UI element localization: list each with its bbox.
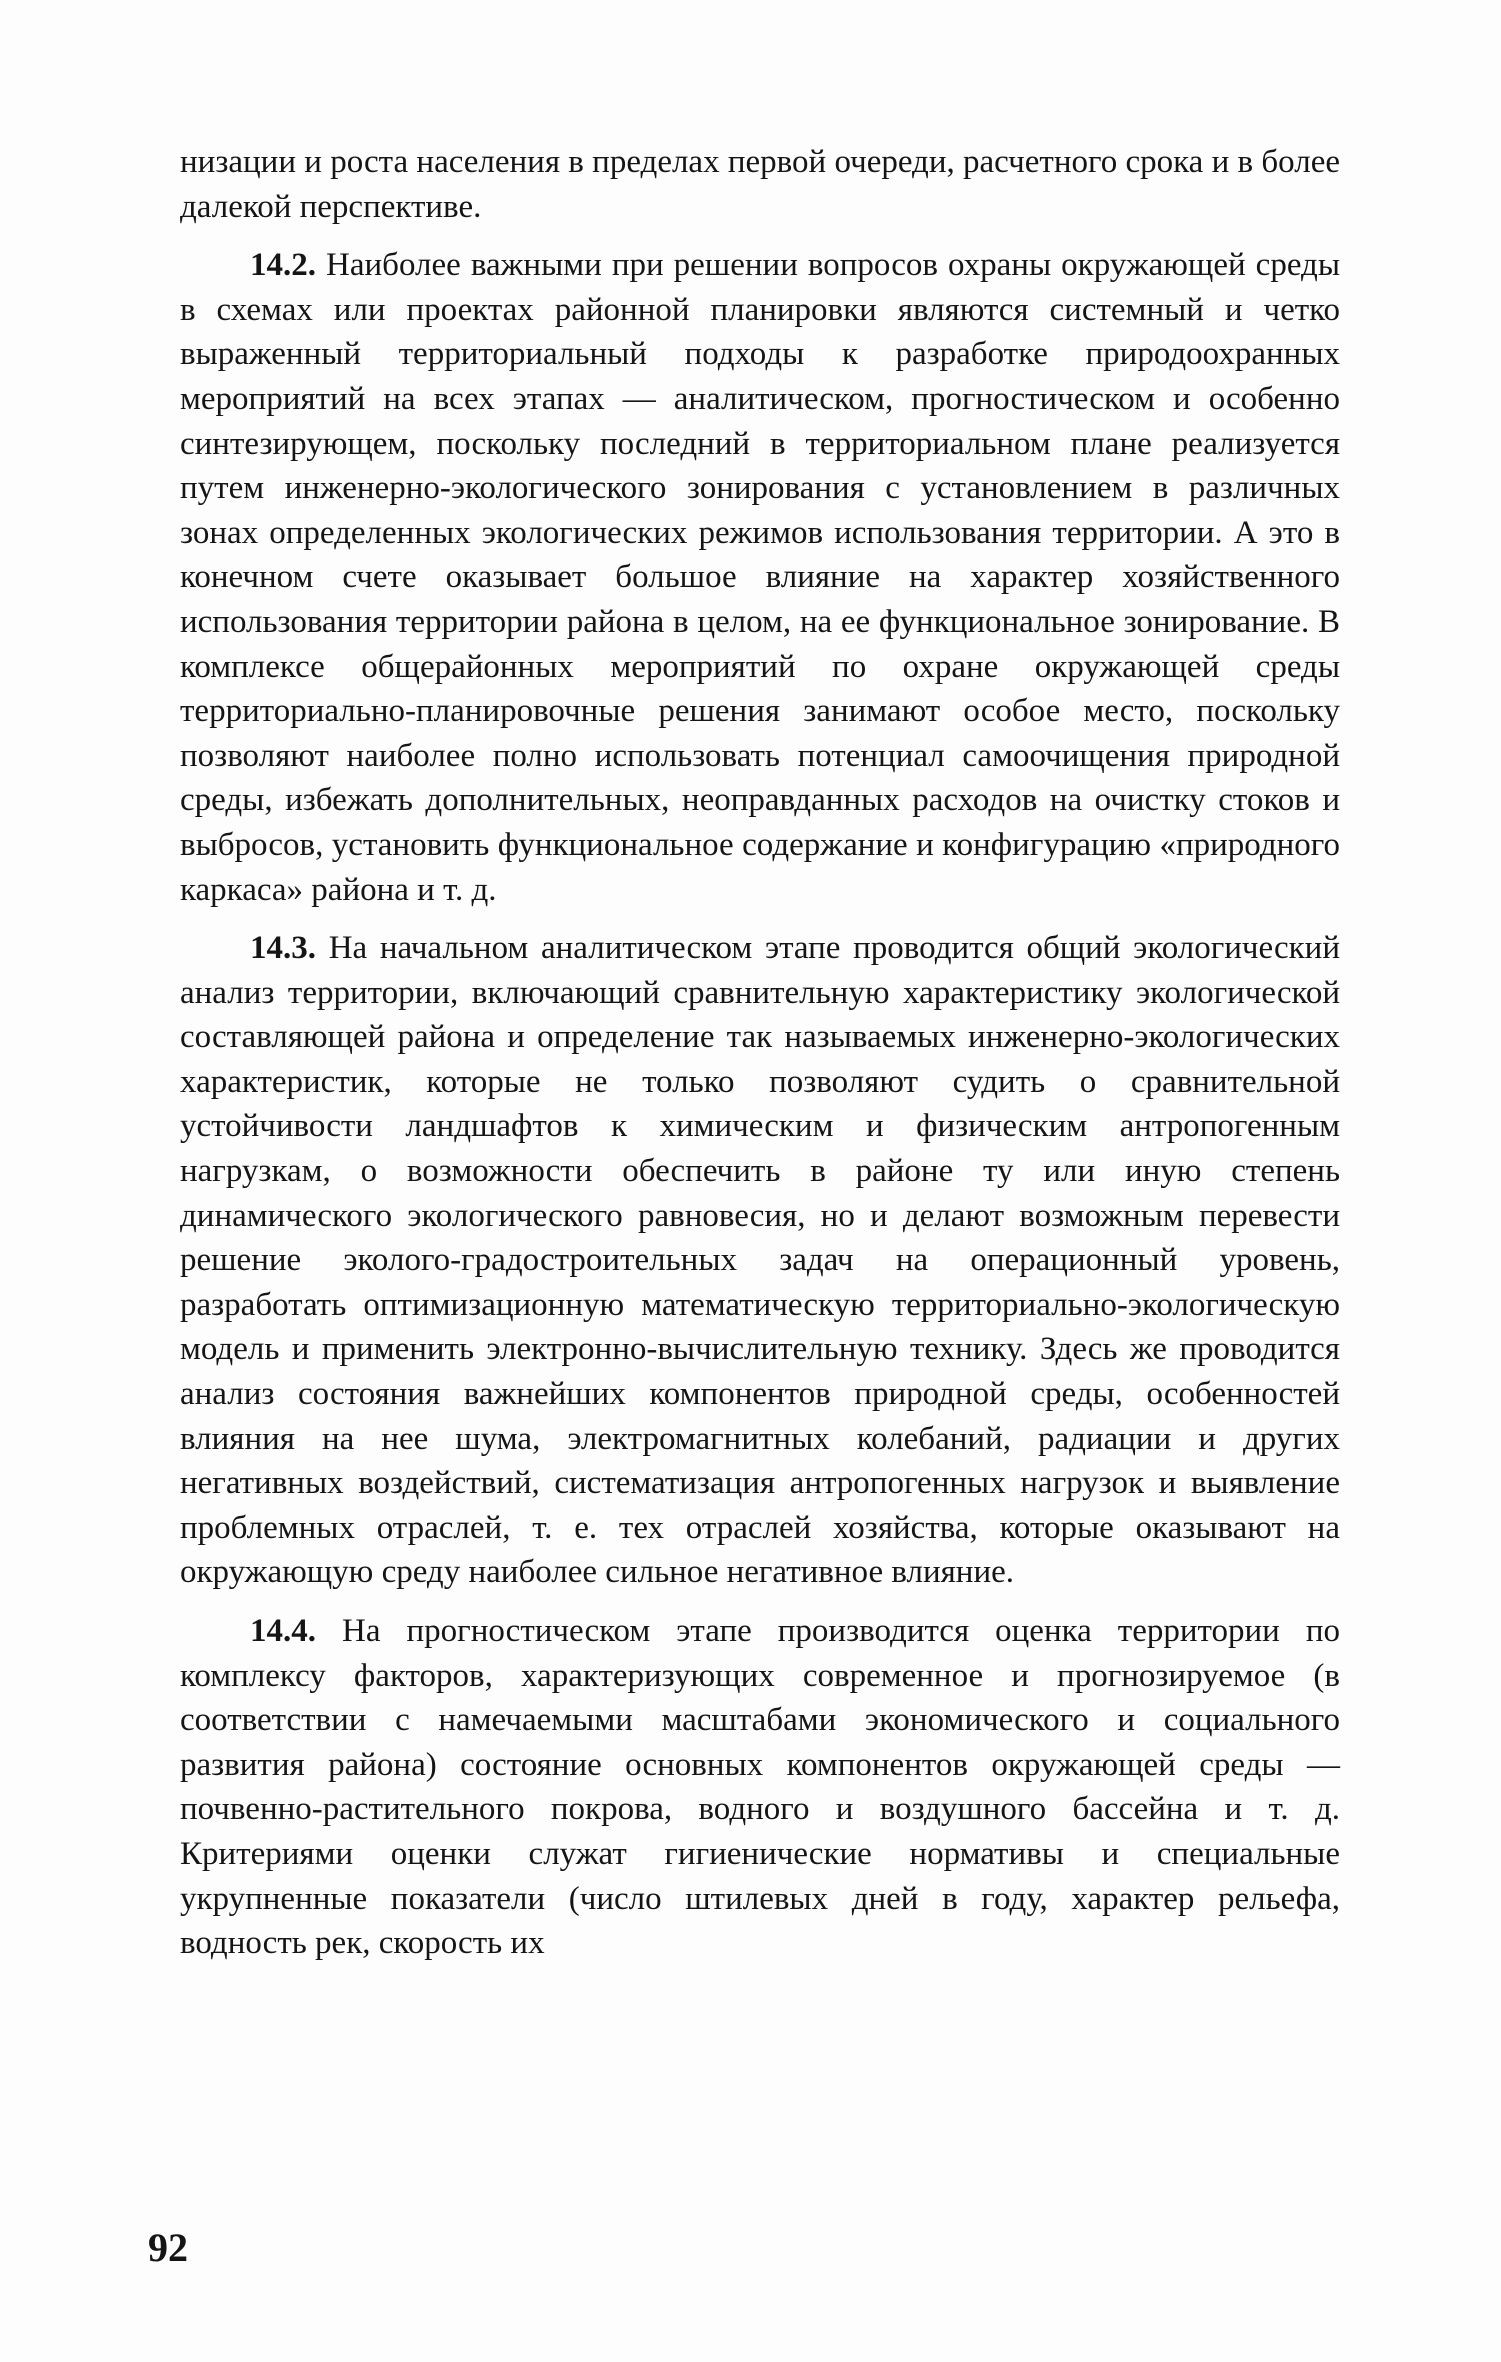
section-text: Наиболее важными при решении вопросов охраны окружающей среды в схемах или проектах районной планировки являются системный и четко выраженный территориальный подходы к разработке природоохранных мероприятий на всех этапах — аналитическом, прогностическом и особенно синтезирующем, поскольку последний в территориальном плане реализуется путем инженерно-экологического зонирования с установлением в различных зонах определенных экологических режимов использования территории. А это в конечном счете оказывает большое влияние на характер хозяйственного использования территории района в целом, на ее функциональное зонирование. В комплексе общерайонных мероприятий по охране окружающей среды территориально-планировочные решения занимают особое место, поскольку позволяют наиболее полно использовать потенциал самоочищения природной среды, избежать дополнительных, неоправданных расходов на очистку стоков и выбросов, установить функциональное содержание и конфигурацию «природного каркаса» района и т. д. (180, 247, 1340, 908)
section-14-2 (180, 243, 1340, 912)
page-body (180, 140, 1340, 1980)
section-14-3 (180, 926, 1340, 1595)
section-number: 14.4. (250, 1613, 316, 1649)
section-number: 14.3. (250, 930, 316, 967)
page-number: 92 (148, 2225, 188, 2270)
continuation-text: низации и роста населения в пределах первой очереди, расчетного срока и в более далекой перспективе. (180, 144, 1340, 225)
continuation-paragraph (180, 140, 1340, 229)
section-text: На прогностическом этапе производится оценка территории по комплексу факторов, характеризующих современное и прогнозируемое (в соответствии с намечаемыми масштабами экономического и социального развития района) состояние основных компонентов окружающей среды — почвенно-растительного покрова, водного и воздушного бассейна и т. д. Критериями оценки служат гигиенические нормативы и специальные укрупненные показатели (число штилевых дней в году, характер рельефа, водность рек, скорость их (180, 1613, 1341, 1962)
section-number: 14.2. (250, 247, 316, 284)
section-text: На начальном аналитическом этапе проводится общий экологический анализ территории, включающий сравнительную характеристику экологической составляющей района и определение так называемых инженерно-экологических характеристик, которые не только позволяют судить о сравнительной устойчивости ландшафтов к химическим и физическим антропогенным нагрузкам, о возможности обеспечить в районе ту или иную степень динамического экологического равновесия, но и делают возможным перевести решение эколого-градостроительных задач на операционный уровень, разработать оптимизационную математическую территориально-экологическую модель и применить электронно-вычислительную технику. Здесь же проводится анализ состояния важнейших компонентов природной среды, особенностей влияния на нее шума, электромагнитных колебаний, радиации и других негативных воздействий, систематизация антропогенных нагрузок и выявление проблемных отраслей, т. е. тех отраслей хозяйства, которые оказывают на окружающую среду наиболее сильное негативное влияние. (180, 930, 1341, 1591)
section-14-4 (180, 1609, 1340, 1966)
